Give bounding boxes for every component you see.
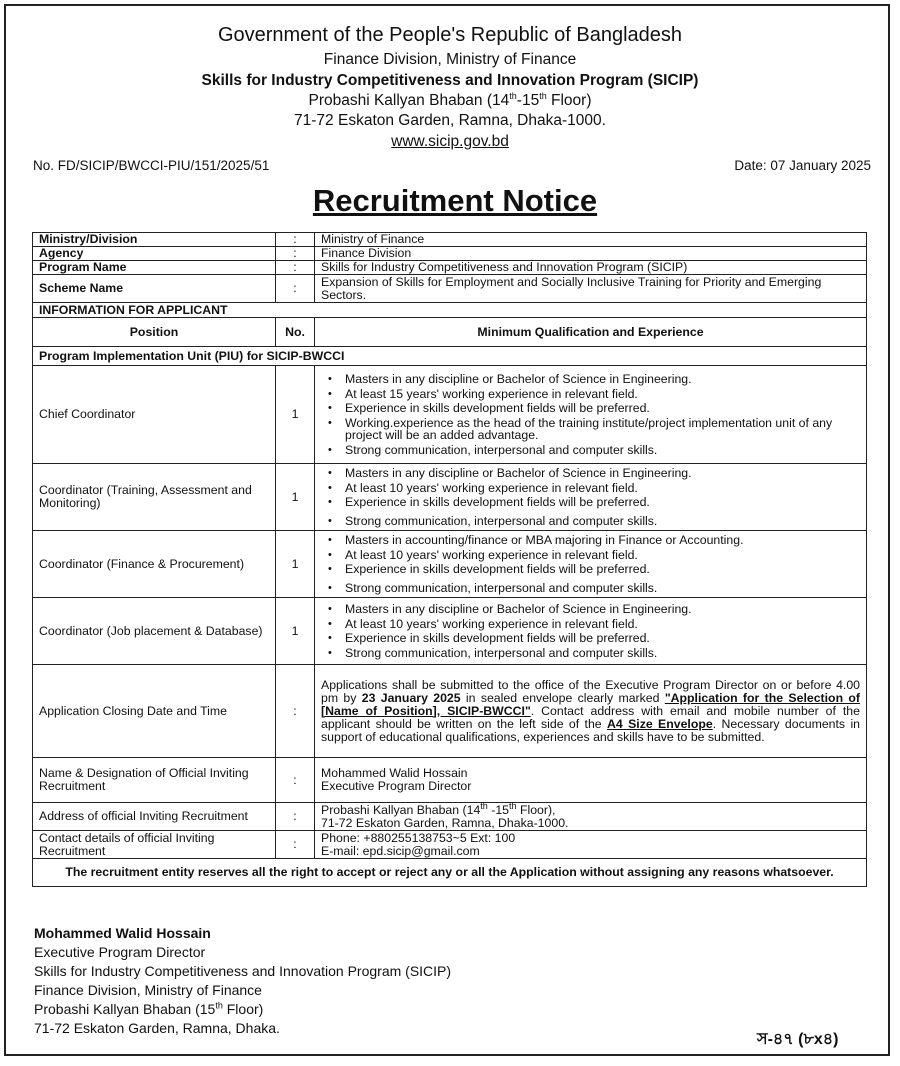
column-header-row: Position No. Minimum Qualification and Experience xyxy=(33,318,867,347)
signature-block: Mohammed Walid Hossain Executive Program Director Skills for Industry Competitiveness and Innovation Program (SICIP) Finance Division, Ministry of Finance Probashi Kallyan Bhaban (15th Floor) 71-72 Eskaton Garden, Ramna, Dhaka. xyxy=(34,925,452,1036)
position-row xyxy=(33,531,867,598)
qualification-list: • Masters in accounting/finance or MBA majoring in Finance or Accounting. • At least 10 years' working experience in relevant field. • Experience in skills development fields will be preferred. • Strong communication, interpersonal and computer skills. xyxy=(315,531,867,598)
division-line: Finance Division, Ministry of Finance xyxy=(323,51,577,68)
official-row: Name & Designation of Official Inviting Recruitment : Mohammed Walid Hossain Executive Program Director xyxy=(33,758,867,803)
website-link[interactable]: www.sicip.gov.bd xyxy=(391,133,509,150)
position-row xyxy=(33,598,867,665)
qualification-list: • Masters in any discipline or Bachelor of Science in Engineering. • At least 10 years' working experience in relevant field. • Experience in skills development fields will be preferred. • Strong communication, interpersonal and computer skills. xyxy=(315,598,867,665)
notice-title: Recruitment Notice xyxy=(312,183,598,218)
applicant-heading-row: INFORMATION FOR APPLICANT xyxy=(33,303,867,318)
info-row-agency: Agency : Finance Division xyxy=(33,247,867,261)
closing-date-row: Application Closing Date and Time : Applications shall be submitted to the office of the Executive Program Director on or before 4.00 pm by 23 January 2025 in sealed envelope clearly marked "Application for the Selection of [Name of Position], SICIP-BWCCI". Contact address with email and mobile number of the applicant should be written on the left side of the A4 Size Envelope. Necessary documents in support of educational qualifications, experiences and skills have to be submitted. xyxy=(33,665,867,758)
piu-heading-row: Program Implementation Unit (PIU) for SICIP-BWCCI xyxy=(33,347,867,366)
position-title: Coordinator (Training, Assessment and Monitoring) xyxy=(33,464,276,531)
qualification-list: • Masters in any discipline or Bachelor of Science in Engineering. • At least 10 years' working experience in relevant field. • Experience in skills development fields will be preferred. • Strong communication, interpersonal and computer skills. xyxy=(315,464,867,531)
info-row-program: Program Name : Skills for Industry Competitiveness and Innovation Program (SICIP) xyxy=(33,261,867,275)
notice-date: Date: 07 January 2025 xyxy=(734,158,871,173)
position-count: 1 xyxy=(276,366,315,464)
position-row xyxy=(33,464,867,531)
signatory-name: Mohammed Walid Hossain xyxy=(34,925,211,941)
position-count: 1 xyxy=(276,464,315,531)
ad-code: স-৪৭ (৮x৪) xyxy=(757,1031,839,1048)
contact-phone: Phone: +880255138753~5 Ext: 100 xyxy=(321,830,516,845)
government-title: Government of the People's Republic of Bangladesh xyxy=(217,24,683,46)
reference-number: No. FD/SICIP/BWCCI-PIU/151/2025/51 xyxy=(33,158,270,173)
official-name: Mohammed Walid Hossain xyxy=(321,766,468,780)
footer-note-row: The recruitment entity reserves all the right to accept or reject any or all the Application without assigning any reasons whatsoever. xyxy=(33,859,867,887)
info-row-ministry: Ministry/Division : Ministry of Finance xyxy=(33,233,867,247)
signatory-designation: Executive Program Director xyxy=(34,944,206,960)
official-designation: Executive Program Director xyxy=(321,779,472,793)
position-title: Chief Coordinator xyxy=(33,366,276,464)
closing-instructions: Applications shall be submitted to the office of the Executive Program Director on or before 4.00 pm by 23 January 2025 in sealed envelope clearly marked "Application for the Selection of [Name of Position], SICIP-BWCCI". Contact address with email and mobile number of the applicant should be written on the left side of the A4 Size Envelope. Necessary documents in support of educational qualifications, experiences and skills have to be submitted. xyxy=(315,665,867,758)
program-line: Skills for Industry Competitiveness and Innovation Program (SICIP) xyxy=(201,72,699,89)
qualification-list: • Masters in any discipline or Bachelor of Science in Engineering. • At least 15 years' working experience in relevant field. • Experience in skills development fields will be preferred. • Working.experience as the head of the training institute/project implementation unit of any project will be an added advantage. • Strong communication, interpersonal and computer skills. xyxy=(315,366,867,464)
building-line: Probashi Kallyan Bhaban (14th-15th Floor) xyxy=(308,90,592,109)
position-count: 1 xyxy=(276,598,315,665)
position-title: Coordinator (Job placement & Database) xyxy=(33,598,276,665)
recruitment-table xyxy=(32,232,867,887)
info-row-scheme: Scheme Name : Expansion of Skills for Employment and Socially Inclusive Training for Priority and Emerging Sectors. xyxy=(33,275,867,303)
official-address-row: Address of official Inviting Recruitment : Probashi Kallyan Bhaban (14th -15th Floor), 71-72 Eskaton Garden, Ramna, Dhaka-1000. xyxy=(33,803,867,831)
position-title: Coordinator (Finance & Procurement) xyxy=(33,531,276,598)
contact-email: E-mail: epd.sicip@gmail.com xyxy=(321,843,480,858)
position-count: 1 xyxy=(276,531,315,598)
contact-row: Contact details of official Inviting Recruitment : Phone: +880255138753~5 Ext: 100 E-mail: epd.sicip@gmail.com xyxy=(33,831,867,859)
address-line: 71-72 Eskaton Garden, Ramna, Dhaka-1000. xyxy=(294,112,606,129)
position-row xyxy=(33,366,867,464)
